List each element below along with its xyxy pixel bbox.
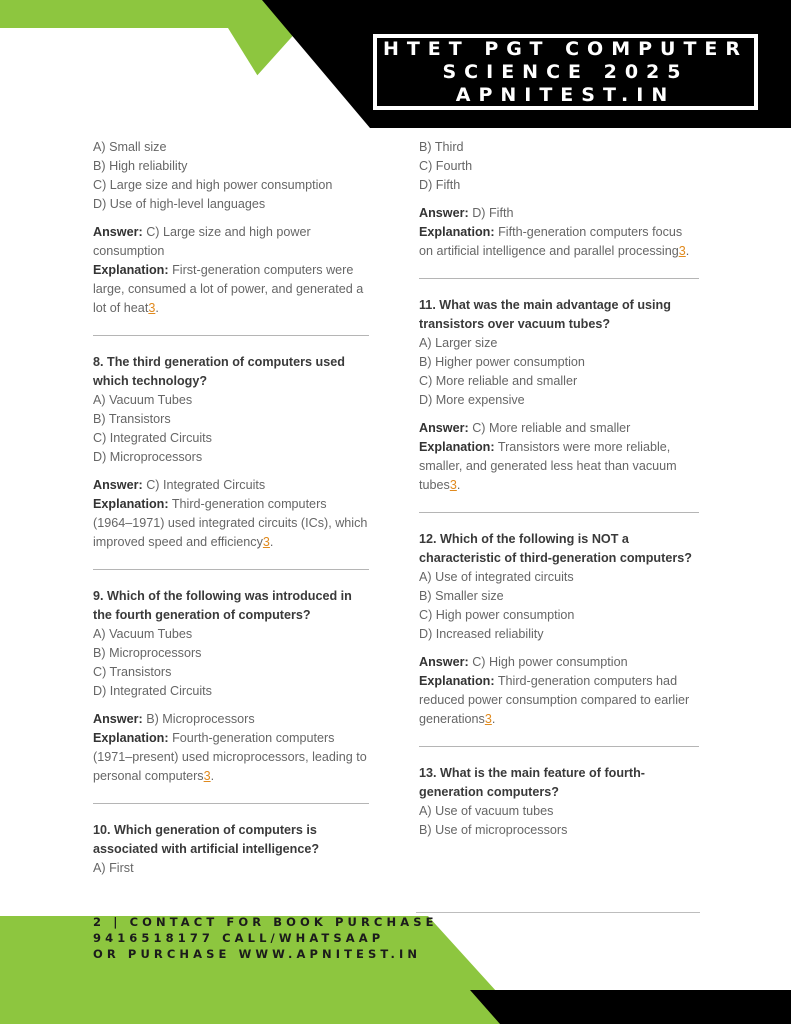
option: B) High reliability — [93, 159, 188, 173]
reference-link[interactable]: 3 — [148, 301, 156, 315]
answer-text: C) High power consumption — [472, 655, 628, 669]
explanation-label: Explanation: — [419, 674, 495, 688]
explanation: Explanation: Transistors were more reliable, smaller, and generated less heat than vacuum tubes3. — [419, 440, 677, 492]
header-title-box — [373, 34, 758, 110]
explanation-text: Transistors were more reliable, smaller, and generated less heat than vacuum tubes — [419, 440, 677, 492]
option: A) Use of integrated circuits — [419, 570, 574, 584]
answer — [93, 223, 369, 261]
option: A) Small size — [93, 140, 167, 154]
divider — [419, 512, 699, 513]
option: D) Fifth — [419, 178, 461, 192]
divider — [419, 746, 699, 747]
footer-divider — [416, 912, 700, 913]
option: B) Transistors — [93, 412, 171, 426]
answer-label: Answer: — [419, 206, 469, 220]
explanation: Explanation: Third-generation computers had reduced power consumption compared to earlier generations3. — [419, 674, 690, 726]
option: A) Vacuum Tubes — [93, 627, 193, 641]
answer — [93, 710, 369, 729]
explanation: Explanation: Third-generation computers (1964–1971) used integrated circuits (ICs), which improved speed and efficiency3. — [93, 497, 368, 549]
reference-link[interactable]: 3 — [449, 478, 457, 492]
reference-link[interactable]: 3 — [484, 712, 492, 726]
option: B) Third — [419, 140, 464, 154]
option: B) Higher power consumption — [419, 355, 585, 369]
option: A) First — [93, 861, 134, 875]
answer — [419, 204, 699, 223]
reference-link[interactable]: 3 — [678, 244, 686, 258]
option: B) Smaller size — [419, 589, 504, 603]
explanation-text: Third-generation computers had reduced power consumption compared to earlier generations — [419, 674, 690, 726]
divider — [419, 278, 699, 279]
answer-label: Answer: — [419, 655, 469, 669]
answer — [419, 419, 699, 438]
answer-text: D) Fifth — [472, 206, 514, 220]
divider — [93, 335, 369, 336]
explanation-label: Explanation: — [93, 263, 169, 277]
answer — [93, 476, 369, 495]
answer-label: Answer: — [93, 225, 143, 239]
explanation: Explanation: Fifth-generation computers focus on artificial intelligence and parallel processing3. — [419, 225, 690, 258]
reference-link[interactable]: 3 — [203, 769, 211, 783]
option: B) Use of microprocessors — [419, 823, 568, 837]
option: C) Transistors — [93, 665, 172, 679]
option: D) Use of high-level languages — [93, 197, 266, 211]
explanation-text: First-generation computers were large, consumed a lot of power, and generated a lot of heat — [93, 263, 364, 315]
answer-text: C) Integrated Circuits — [146, 478, 266, 492]
answer-text: C) Large size and high power consumption — [93, 225, 311, 258]
question-8: 8. The third generation of computers used which technology? — [93, 355, 345, 388]
option: C) Integrated Circuits — [93, 431, 212, 445]
answer-text: C) More reliable and smaller — [472, 421, 631, 435]
explanation-text: Third-generation computers (1964–1971) used integrated circuits (ICs), which improved speed and efficiency — [93, 497, 368, 549]
option: C) Large size and high power consumption — [93, 178, 333, 192]
divider — [93, 803, 369, 804]
question-11: 11. What was the main advantage of using transistors over vacuum tubes? — [419, 298, 671, 331]
explanation-text: Fourth-generation computers (1971–present) used microprocessors, leading to personal computers — [93, 731, 367, 783]
question-9: 9. Which of the following was introduced in the fourth generation of computers? — [93, 589, 352, 622]
reference-link[interactable]: 3 — [262, 535, 270, 549]
footer-line-1: 2 | CONTACT FOR BOOK PURCHASE — [93, 915, 438, 929]
answer — [419, 653, 699, 672]
question-10: 10. Which generation of computers is associated with artificial intelligence? — [93, 823, 320, 856]
answer-label: Answer: — [419, 421, 469, 435]
explanation-label: Explanation: — [93, 497, 169, 511]
left-column — [93, 138, 369, 878]
option: C) High power consumption — [419, 608, 575, 622]
header-title-line-1: HTET PGT COMPUTER — [382, 37, 749, 60]
answer-text: B) Microprocessors — [146, 712, 255, 726]
question-12: 12. Which of the following is NOT a characteristic of third-generation computers? — [419, 532, 692, 565]
option: A) Vacuum Tubes — [93, 393, 193, 407]
option: D) More expensive — [419, 393, 525, 407]
option: A) Larger size — [419, 336, 498, 350]
footer — [93, 914, 438, 962]
option: A) Use of vacuum tubes — [419, 804, 554, 818]
option: C) Fourth — [419, 159, 473, 173]
option: D) Increased reliability — [419, 627, 544, 641]
option: B) Microprocessors — [93, 646, 202, 660]
explanation-text: Fifth-generation computers focus on artificial intelligence and parallel processing — [419, 225, 683, 258]
option: D) Microprocessors — [93, 450, 203, 464]
question-13: 13. What is the main feature of fourth-generation computers? — [419, 766, 646, 799]
right-column — [419, 138, 699, 840]
header-title-line-3: APNITEST.IN — [455, 83, 676, 106]
bottom-black-shape — [470, 990, 791, 1024]
option: D) Integrated Circuits — [93, 684, 212, 698]
explanation-label: Explanation: — [419, 225, 495, 239]
explanation: Explanation: First-generation computers were large, consumed a lot of power, and generated a lot of heat3. — [93, 263, 364, 315]
footer-line-2: 9416518177 CALL/WHATSAAP — [93, 931, 385, 945]
answer-label: Answer: — [93, 712, 143, 726]
explanation: Explanation: Fourth-generation computers (1971–present) used microprocessors, leading to personal computers3. — [93, 731, 367, 783]
header-title-line-2: SCIENCE 2025 — [442, 60, 689, 83]
divider — [93, 569, 369, 570]
option: C) More reliable and smaller — [419, 374, 578, 388]
explanation-label: Explanation: — [419, 440, 495, 454]
explanation-label: Explanation: — [93, 731, 169, 745]
answer-label: Answer: — [93, 478, 143, 492]
footer-line-3: OR PURCHASE WWW.APNITEST.IN — [93, 947, 422, 961]
